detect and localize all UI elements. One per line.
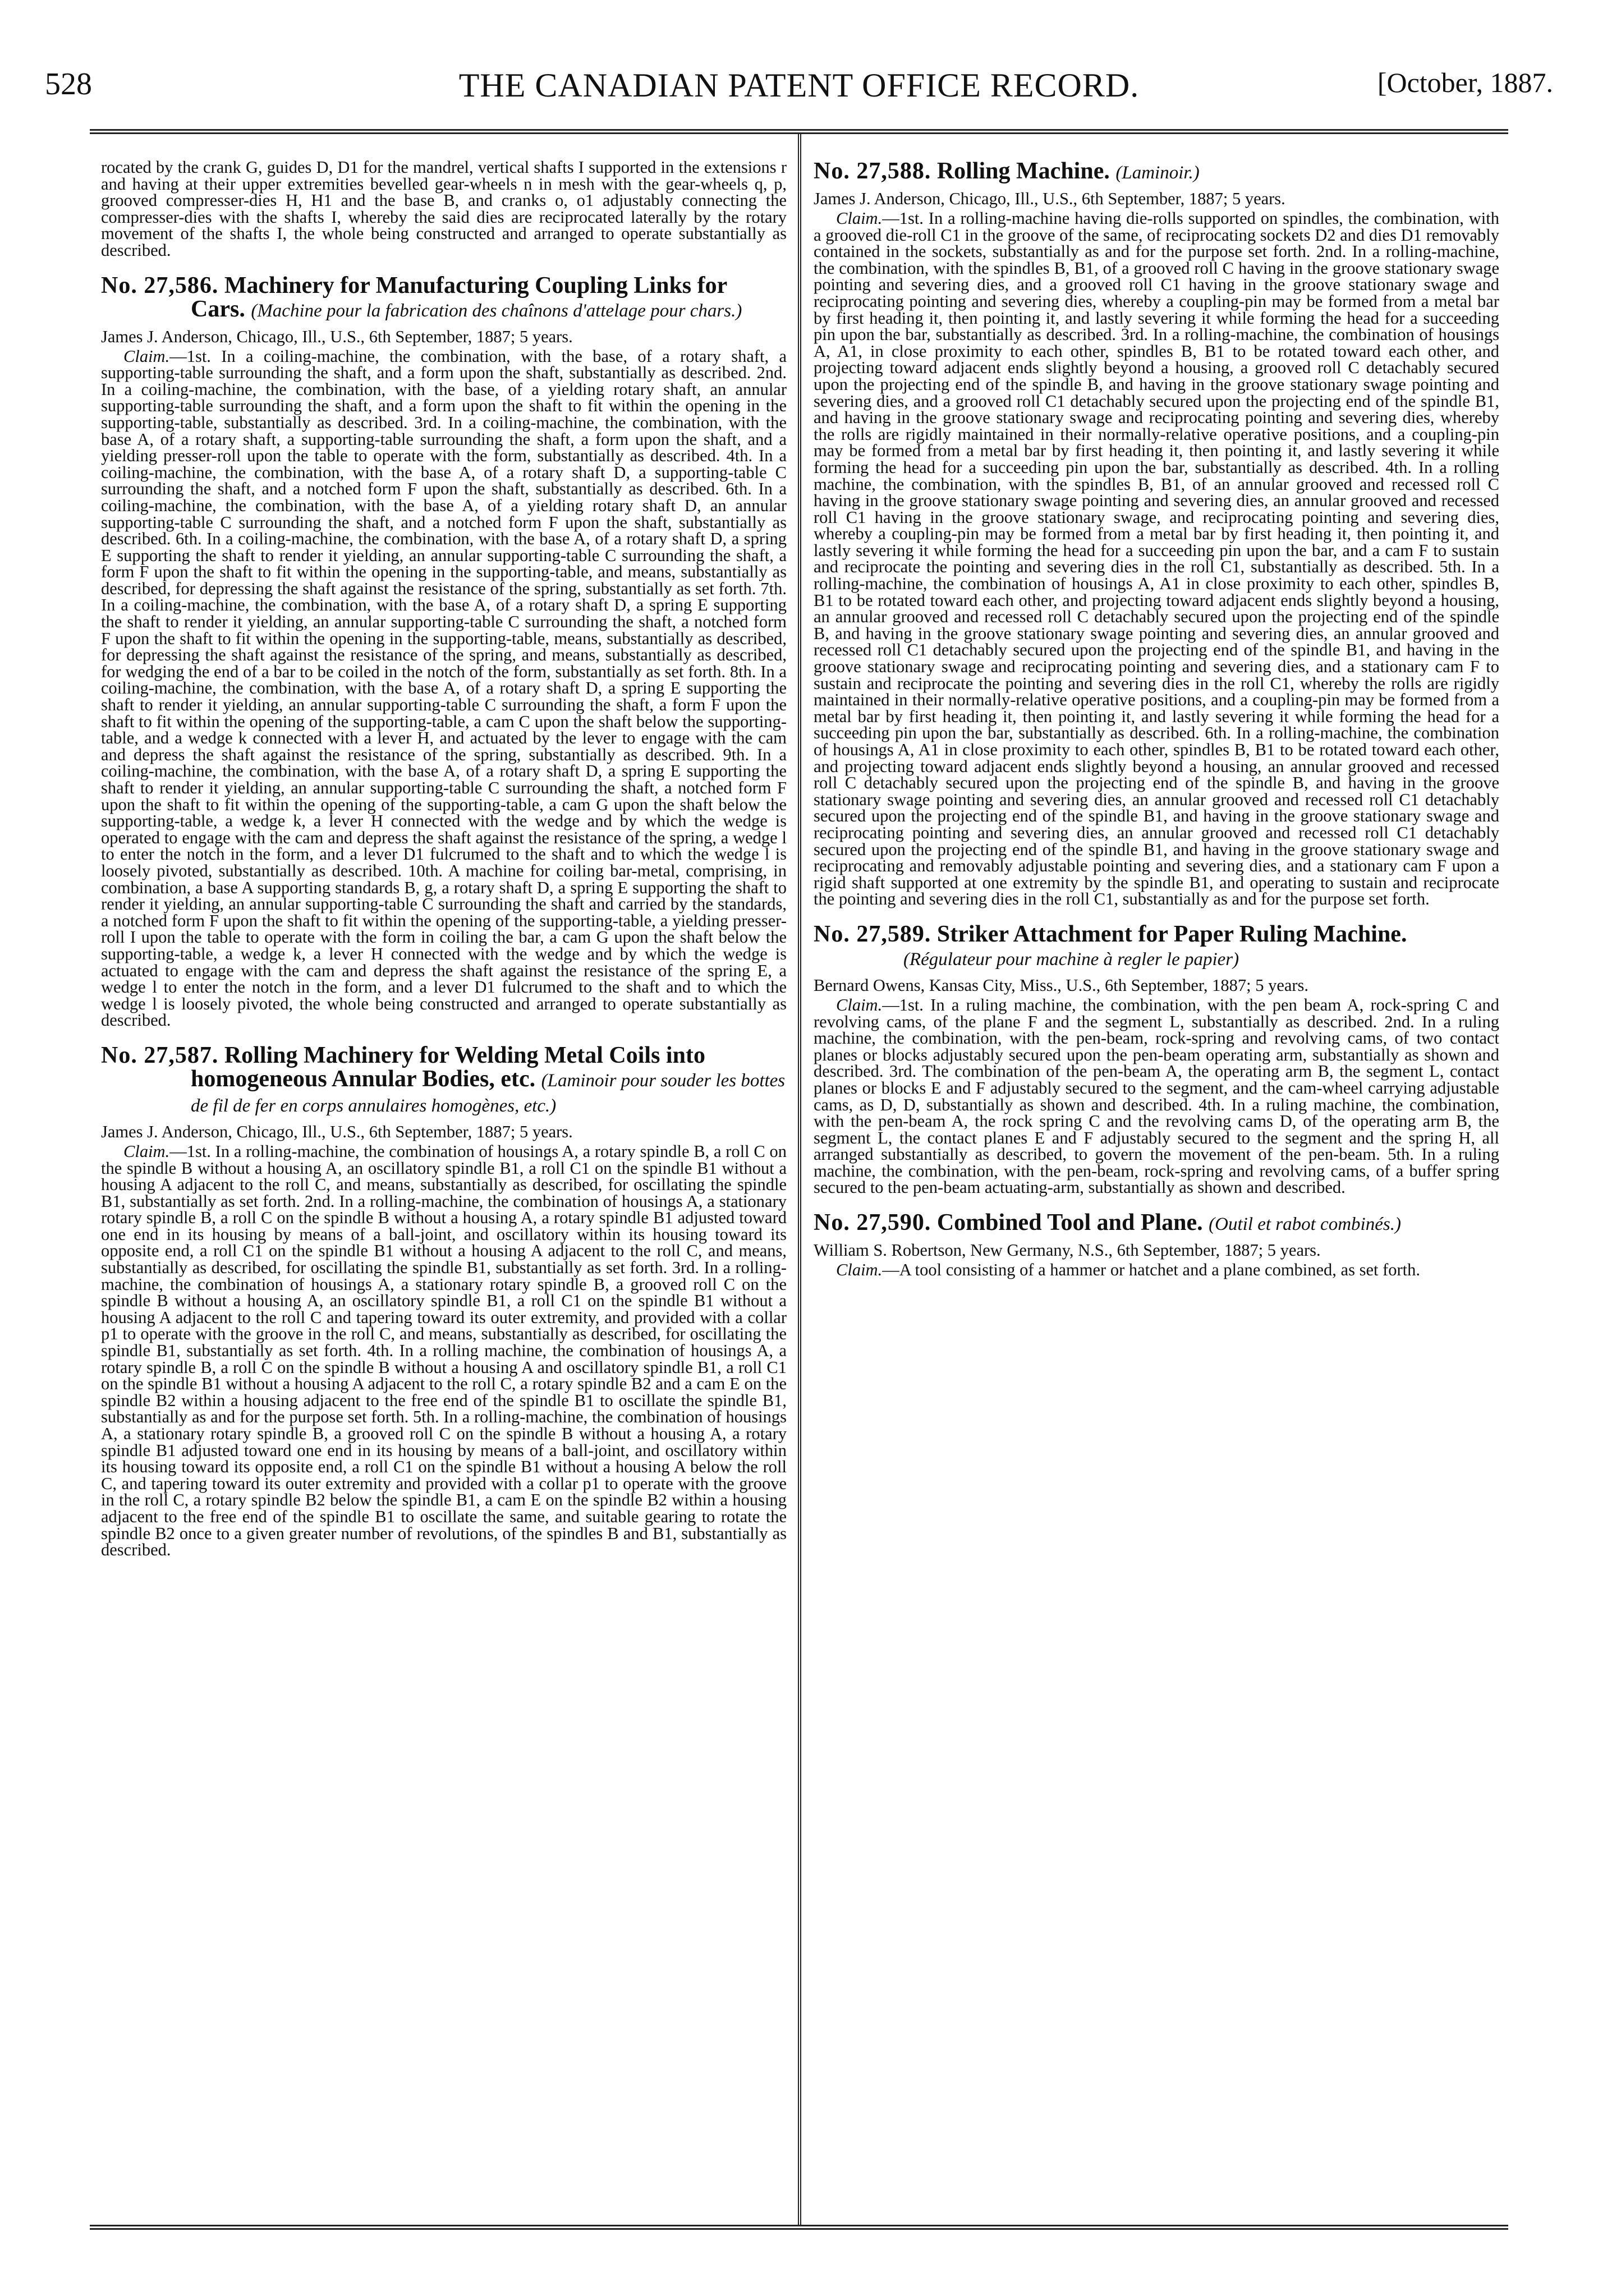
patent-title: Rolling Machinery for Welding Metal Coils into homogeneous Annular Bodies, etc.	[191, 1042, 705, 1092]
entry-heading	[101, 274, 787, 323]
patent-title: Machinery for Manufacturing Coupling Links for Cars.	[191, 272, 727, 322]
entry-heading	[101, 1044, 787, 1118]
applicant-line: Bernard Owens, Kansas City, Miss., U.S., 6th September, 1887; 5 years.	[814, 975, 1309, 995]
patent-entry-27590	[814, 1211, 1499, 1279]
patent-number: No. 27,586.	[101, 272, 219, 299]
applicant-line: James J. Anderson, Chicago, Ill., U.S., 6th September, 1887; 5 years.	[101, 327, 573, 346]
publication-title: THE CANADIAN PATENT OFFICE RECORD.	[458, 67, 1140, 104]
right-column	[814, 159, 1499, 2202]
claim-label: Claim.	[836, 209, 883, 228]
issue-date: [October, 1887.	[1377, 67, 1553, 98]
claims-body: —1st. In a rolling-machine, the combination of housings A, a rotary spindle B, a roll C on the spindle B without a housing A, an oscillatory spindle B1, a roll C1 on the spindle B1 without a housing A adjacent to the roll C, and means, substantially as described, for oscillating the spindle B1, substantially as set forth. 2nd. In a rolling-machine, the combination of housings A, a stationary rotary spindle B, a roll C on the spindle B without a housing A, a rotary spindle B1 adjusted toward one end in its housing by means of a ball-joint, and oscillatory within its housing toward its opposite end, a roll C1 on the spindle B1 without a housing A adjacent to the roll C, and means, substantially as described, for oscillating the spindle B1, substantially as set forth. 3rd. In a rolling-machine, the combination of housings A, a stationary rotary spindle B, a grooved roll C on the spindle B without a housing A, an oscillatory spindle B1, a roll C1 on the spindle B1 without a housing A adjacent to the roll C and tapering toward its outer extremity, and provided with a collar p1 to operate with the groove in the roll C, and means, substantially as described, for oscillating the spindle B1, substantially as set forth. 4th. In a rolling machine, the combination of housings A, a rotary spindle B, a roll C on the spindle B without a housing A and oscillatory spindle B1, a roll C1 on the spindle B1 without a housing A adjacent to the roll C, a rotary spindle B2 and a cam E on the spindle B2 within a housing adjacent to the free end of the spindle B1 to oscillate the spindle B1, substantially as and for the purpose set forth. 5th. In a rolling-machine, the combination of housings A, a stationary rotary spindle B, a grooved roll C on the spindle B without a housing A, a rotary spindle B1 adjusted toward one end in its housing by means of a ball-joint, and oscillatory within its housing toward its opposite end, a roll C1 on the spindle B1 without a housing A below the roll C, and tapering toward its outer extremity and provided with a collar p1 to operate with the groove in the roll C, a rotary spindle B2 below the spindle B1, a cam E on the spindle B2 within a housing adjacent to the free end of the spindle B1 to oscillate the same, and suitable gearing to rotate the spindle B2 once to a given greater number of revolutions, of the spindles B and B1, substantially as described.	[101, 1141, 787, 1560]
patent-number: No. 27,587.	[101, 1042, 219, 1068]
claims-text	[814, 1262, 1499, 1279]
claims-text	[101, 348, 787, 1029]
french-title: (Laminoir.)	[1115, 163, 1200, 183]
claims-text	[814, 997, 1499, 1196]
claims-body: —1st. In a coiling-machine, the combination, with the base, of a rotary shaft, a supporting-table surrounding the shaft, and a form upon the shaft, substantially as described. 2nd. In a coiling-machine, the combination, with the base, of a yielding rotary shaft, an annular supporting-table surrounding the shaft, and a form upon the shaft to fit within the opening in the supporting-table, substantially as described. 3rd. In a coiling-machine, the combination, with the base A, of a rotary shaft, a supporting-table surrounding the shaft, a form upon the shaft, and a yielding presser-roll upon the table to operate with the form, substantially as described. 4th. In a coiling-machine, the combination, with the base A, of a rotary shaft D, a supporting-table C surrounding the shaft, and a notched form F upon the shaft, substantially as described. 6th. In a coiling-machine, the combination, with the base A, of a yielding rotary shaft D, an annular supporting-table C surrounding the shaft, and a notched form F upon the shaft, substantially as described. 6th. In a coiling-machine, the combination, with the base A, of a rotary shaft D, a spring E supporting the shaft to render it yielding, an annular supporting-table C surrounding the shaft, a form F upon the shaft to fit within the opening in the supporting-table, and means, substantially as described, for depressing the shaft against the resistance of the spring, substantially as set forth. 7th. In a coiling-machine, the combination, with the base A, of a rotary shaft D, a spring E supporting the shaft to render it yielding, an annular supporting-table C surrounding the shaft, a notched form F upon the shaft to fit within the opening in the supporting-table, means, substantially as described, for depressing the shaft against the resistance of the spring, and means, substantially as described, for wedging the end of a bar to be coiled in the notch of the form, substantially as set forth. 8th. In a coiling-machine, the combination, with the base A, of a rotary shaft D, a spring E supporting the shaft to render it yielding, an annular supporting-table C surrounding the shaft, a form F upon the shaft to fit within the opening of the supporting-table, a cam C upon the shaft below the supporting-table, and a wedge k connected with a lever H, and actuated by the lever to engage with the cam and depress the shaft against the resistance of the spring, substantially as described. 9th. In a coiling-machine, the combination, with the base A, of a rotary shaft D, a spring E supporting the shaft to render it yielding, an annular supporting-table C surrounding the shaft, a notched form F upon the shaft to fit within the opening of the supporting-table, a cam G upon the shaft below the supporting-table, a wedge k, a lever H connected with the wedge and by which the wedge is operated to engage with the cam and depress the shaft against the resistance of the spring, a wedge l to enter the notch in the form, and a lever D1 fulcrumed to the shaft and to which the wedge l is loosely pivoted, substantially as described. 10th. A machine for coiling bar-metal, comprising, in combination, a base A supporting standards B, g, a rotary shaft D, a spring E supporting the shaft to render it yielding, an annular supporting-table C surrounding the shaft and carried by the standards, a notched form F upon the shaft to fit within the opening of the supporting-table, a yielding presser-roll I upon the table to operate with the form in coiling the bar, a cam G upon the shaft below the supporting-table, a wedge k, a lever H connected with the wedge and by which the wedge is actuated to engage with the cam and depress the shaft against the resistance of the spring E, a wedge l to enter the notch in the form, and a lever D1 fulcrumed to the shaft and to which the wedge l is loosely pivoted, the whole being constructed and arranged to operate substantially as described.	[101, 346, 787, 1030]
patent-title: Combined Tool and Plane.	[936, 1210, 1203, 1236]
page-number: 528	[45, 67, 92, 102]
entry-heading	[814, 1211, 1499, 1236]
page-header	[45, 66, 1553, 111]
applicant-line: William S. Robertson, New Germany, N.S., 6th September, 1887; 5 years.	[814, 1241, 1321, 1260]
continued-claim-text: rocated by the crank G, guides D, D1 for the mandrel, vertical shafts I supported in the extensions r and having at their upper extremities bevelled gear-wheels n in mesh with the gear-wheels q, p, grooved compresser-dies H, H1 and the base B, and cranks o, o1 adjustably connecting the compresser-dies with the shafts I, whereby the said dies are reciprocated laterally by the rotary movement of the shafts I, the whole being constructed and arranged to operate substantially as described.	[101, 159, 787, 260]
claims-text	[814, 210, 1499, 908]
french-title: (Outil et rabot combinés.)	[1209, 1214, 1401, 1235]
patent-number: No. 27,590.	[814, 1210, 931, 1236]
applicant-line: James J. Anderson, Chicago, Ill., U.S., 6th September, 1887; 5 years.	[101, 1122, 573, 1141]
patent-entry-27588	[814, 159, 1499, 908]
french-title: (Laminoir pour souder les bottes de fil de fer en corps annulaires homogènes, etc.)	[191, 1070, 786, 1116]
french-title: (Machine pour la fabrication des chaînons d'attelage pour chars.)	[251, 300, 742, 321]
patent-entry-27586	[101, 274, 787, 1029]
claim-label: Claim.	[836, 995, 883, 1014]
page-frame	[90, 129, 1508, 2230]
claims-body: —1st. In a ruling machine, the combination, with the pen beam A, rock-spring C and revolving cams, of the plane F and the segment L, substantially as described. 2nd. In a ruling machine, the combination, with the pen-beam, rock-spring and revolving cams, of two contact planes or blocks adjustably secured upon the pen-beam operating arm, substantially as shown and described. 3rd. The combination of the pen-beam A, the operating arm B, the segment L, contact planes or blocks E and F adjustably secured to the segment, and the cam-wheel carrying adjustable cams, as D, D, substantially as shown and described. 4th. In a ruling machine, the combination, with the pen-beam A, the rock spring C and the revolving cams D, of the operating arm B, the segment L, the contact planes E and F adjustably secured to the segment and the spring H, all arranged substantially as described, to govern the movement of the pen-beam. 5th. In a ruling machine, the combination, with the pen-beam, rock-spring and revolving cams, of a buffer spring secured to the pen-beam actuating-arm, substantially as shown and described.	[814, 995, 1499, 1197]
entry-heading	[814, 922, 1499, 971]
french-title: (Régulateur pour machine à regler le papier)	[903, 949, 1239, 970]
column-divider	[798, 134, 801, 2225]
claims-text	[101, 1141, 787, 1560]
claims-body: —A tool consisting of a hammer or hatchet and a plane combined, as set forth.	[882, 1260, 1421, 1280]
patent-number: No. 27,589.	[814, 921, 931, 947]
patent-title: Striker Attachment for Paper Ruling Machine.	[936, 921, 1407, 947]
patent-entry-27587	[101, 1044, 787, 1559]
claim-label: Claim.	[836, 1260, 883, 1280]
claim-label: Claim.	[123, 1141, 170, 1161]
left-column	[101, 159, 787, 2202]
patent-title: Rolling Machine.	[936, 159, 1110, 184]
patent-entry-27589	[814, 922, 1499, 1196]
patent-number: No. 27,588.	[814, 159, 931, 184]
applicant-line: James J. Anderson, Chicago, Ill., U.S., 6th September, 1887; 5 years.	[814, 189, 1285, 208]
claims-body: —1st. In a rolling-machine having die-rolls supported on spindles, the combination, with a grooved die-roll C1 in the groove of the same, of reciprocating sockets D2 and dies D1 removably contained in the sockets, substantially as and for the purpose set forth. 2nd. In a rolling-machine, the combination, with the spindles B, B1, of a grooved roll C having in the groove stationary swage pointing and severing dies, and a grooved roll C1 having in the groove stationary swage and reciprocating pointing and severing dies, whereby a coupling-pin may be formed from a metal bar by first heading it, then pointing it, and lastly severing it while forming the head for a succeeding pin upon the bar, substantially as described. 3rd. In a rolling-machine, the combination of housings A, A1, in close proximity to each other, spindles B, B1 to be rotated toward each other, and projecting toward adjacent ends slightly beyond a housing, a grooved roll C detachably secured upon the projecting end of the spindle B, and having in the groove stationary swage pointing and severing dies, and a grooved roll C1 detachably secured upon the projecting end of the spindle B1, and having in the groove stationary swage and reciprocating pointing and severing dies, whereby the rolls are rigidly maintained in their normally-relative operative positions, and a coupling-pin may be formed from a metal bar by first heading it, then pointing it, and lastly severing it while forming the head for a succeeding pin upon the bar, substantially as described. 4th. In a rolling machine, the combination, with the spindles B, B1, of an annular grooved and recessed roll C having in the groove stationary swage pointing and severing dies, an annular grooved and recessed roll C1 having in the groove stationary swage, and reciprocating pointing and severing dies, whereby a coupling-pin may be formed from a metal bar by first heading it, then pointing it, and lastly severing it while forming the head for a succeeding pin upon the bar, and a cam F to sustain and reciprocate the pointing and severing dies in the roll C1, substantially as described. 5th. In a rolling-machine, the combination of housings A, A1 in close proximity to each other, spindles B, B1 to be rotated toward each other, and projecting toward adjacent ends slightly beyond a housing, an annular grooved and recessed roll C detachably secured upon the projecting end of the spindle B, and having in the groove stationary swage pointing and severing dies, an annular grooved and recessed roll C1 detachably secured upon the projecting end of the spindle B1, and having in the groove stationary swage and reciprocating pointing and severing dies, and a stationary cam F to sustain and reciprocate the pointing and severing dies in the roll C1, whereby the rolls are rigidly maintained in their normally-relative operative positions, and a coupling-pin may be formed from a metal bar by first heading it, then pointing it, and lastly severing it while forming the head for a succeeding pin upon the bar, substantially as described. 6th. In a rolling-machine, the combination of housings A, A1 in close proximity to each other, spindles B, B1 to be rotated toward each other, and projecting toward adjacent ends slightly beyond a housing, an annular grooved and recessed roll C detachably secured upon the projecting end of the spindle B, and having in the groove stationary swage pointing and severing dies, an annular grooved and recessed roll C1 detachably secured upon the projecting end of the spindle B1, and having in the groove stationary swage and reciprocating pointing and severing dies, an annular grooved and recessed roll C1 detachably secured upon the projecting end of the spindle B1, and having in the groove stationary swage and reciprocating and removably adjustable pointing and severing dies, and a stationary cam F upon a rigid shaft supported at one extremity by the spindle B1, and operating to sustain and reciprocate the pointing and severing dies in the roll C1, substantially as and for the purpose set forth.	[814, 209, 1499, 909]
entry-heading	[814, 159, 1499, 185]
claim-label: Claim.	[123, 346, 170, 366]
